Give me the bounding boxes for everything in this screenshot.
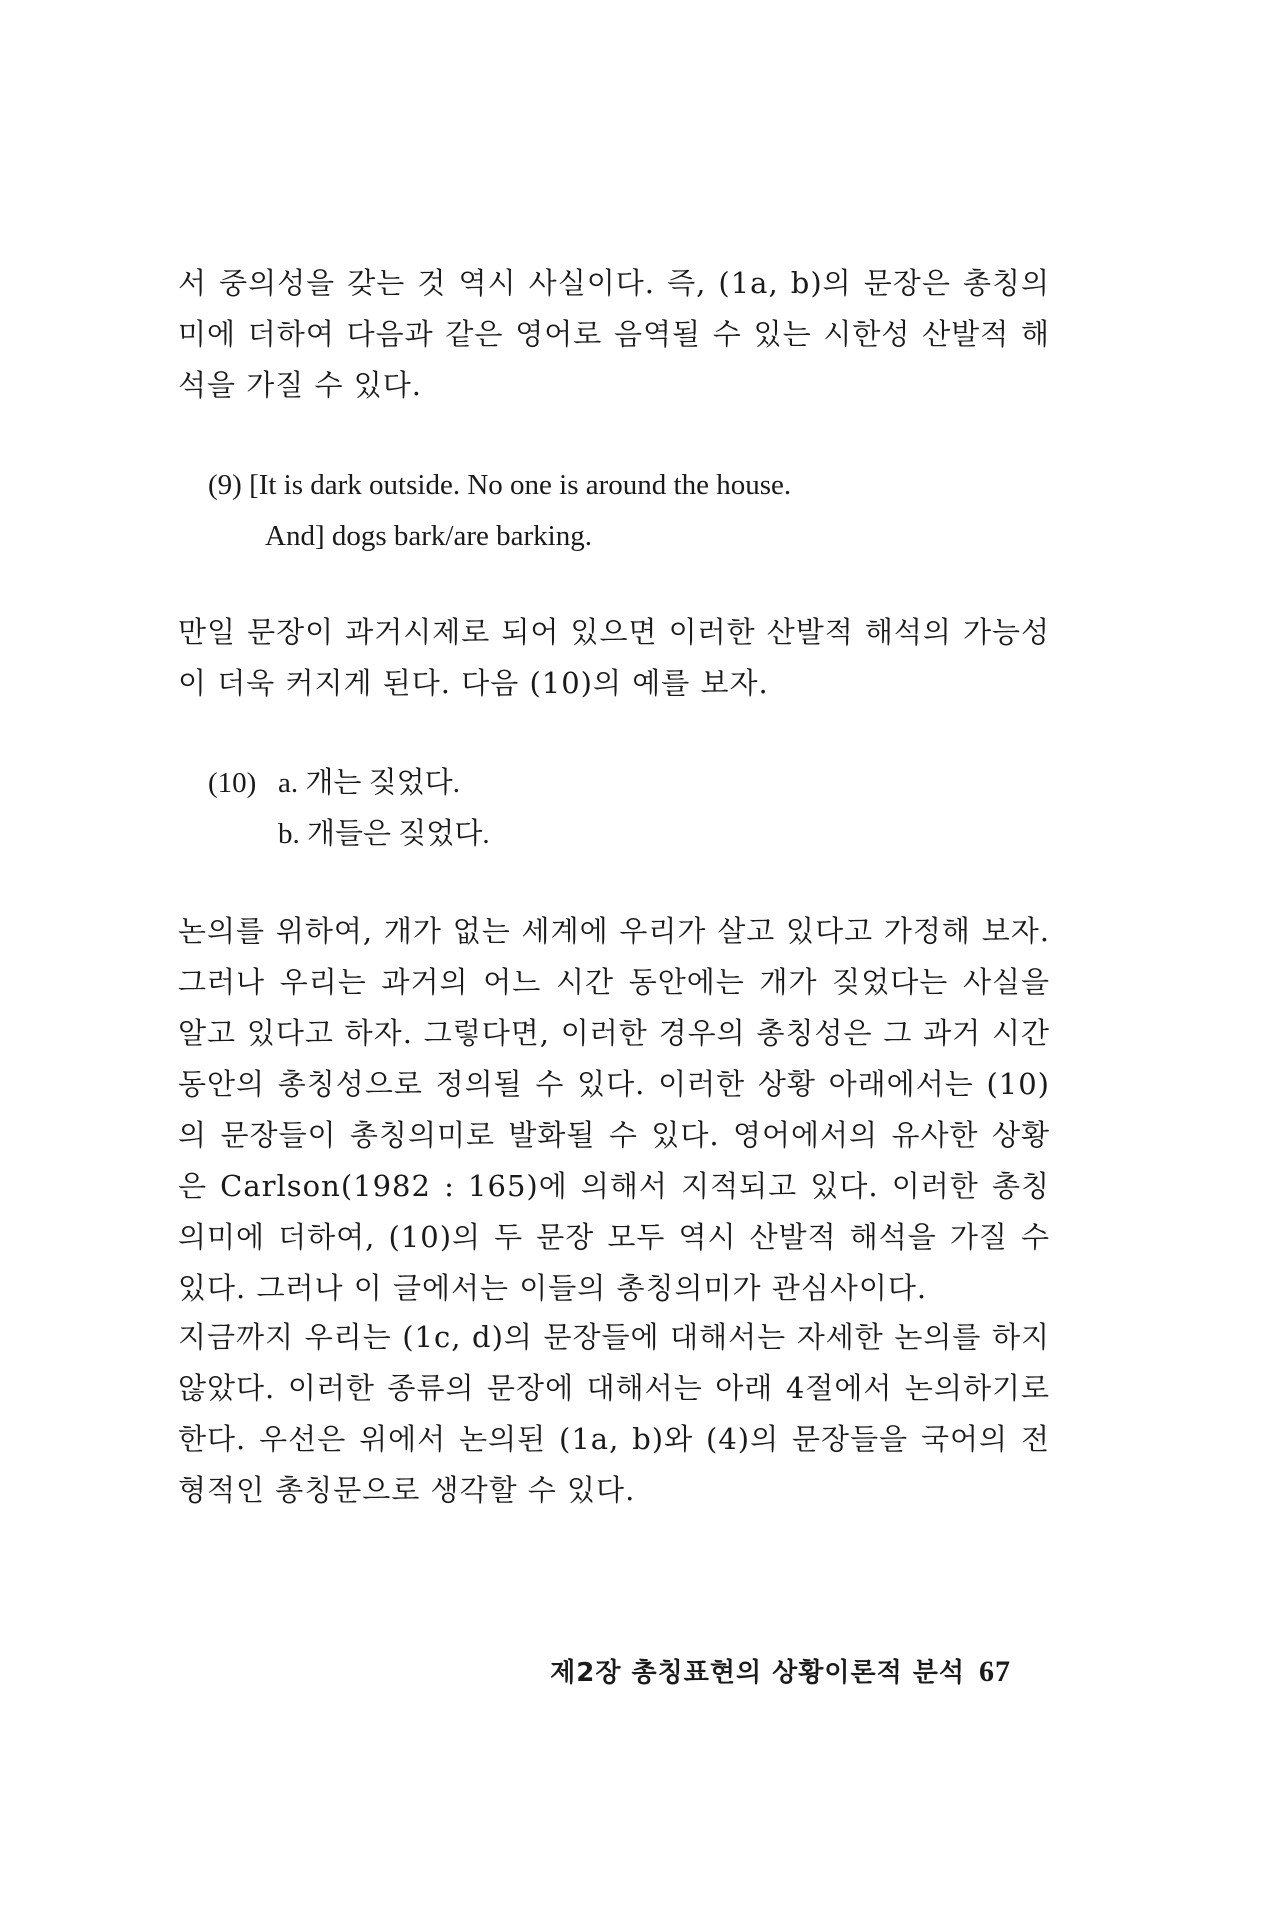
example-10	[208, 758, 490, 860]
example-10-b: b. 개들은 짖었다.	[278, 818, 490, 850]
example-9	[208, 460, 791, 562]
example-9-line-1: (9) [It is dark outside. No one is around the house.	[208, 469, 792, 501]
paragraph-2: 만일 문장이 과거시제로 되어 있으면 이러한 산발적 해석의 가능성이 더욱 커지게 된다. 다음 (10)의 예를 보자.	[178, 615, 1050, 700]
page-number: 67	[979, 1655, 1011, 1688]
example-10-number: (10)	[208, 767, 257, 799]
paragraph-4: 지금까지 우리는 (1c, d)의 문장들에 대해서는 자세한 논의를 하지 않았다. 이러한 종류의 문장에 대해서는 아래 4절에서 논의하기로 한다. 우선은 위에서 논의된 (1a, b)와 (4)의 문장들을 국어의 전형적인 총칭문으로 생각할 수 있다.	[178, 1320, 1050, 1507]
paragraph-3: 논의를 위하여, 개가 없는 세계에 우리가 살고 있다고 가정해 보자. 그러나 우리는 과거의 어느 시간 동안에는 개가 짖었다는 사실을 알고 있다고 하자. 그렇다면, 이러한 경우의 총칭성은 그 과거 시간 동안의 총칭성으로 정의될 수 있다. 이러한 상황 아래에서는 (10)의 문장들이 총칭의미로 발화될 수 있다. 영어에서의 유사한 상황은 Carlson(1982 : 165)에 의해서 지적되고 있다. 이러한 총칭의미에 더하여, (10)의 두 문장 모두 역시 산발적 해석을 가질 수 있다. 그러나 이 글에서는 이들의 총칭의미가 관심사이다.	[178, 914, 1050, 1305]
running-footer	[550, 1652, 1011, 1689]
paragraph-1: 서 중의성을 갖는 것 역시 사실이다. 즉, (1a, b)의 문장은 총칭의미에 더하여 다음과 같은 영어로 음역될 수 있는 시한성 산발적 해석을 가질 수 있다.	[178, 266, 1050, 402]
example-10-a: a. 개는 짖었다.	[278, 767, 460, 799]
chapter-title: 제2장 총칭표현의 상황이론적 분석	[550, 1658, 965, 1688]
example-9-line-2: And] dogs bark/are barking.	[265, 520, 592, 552]
